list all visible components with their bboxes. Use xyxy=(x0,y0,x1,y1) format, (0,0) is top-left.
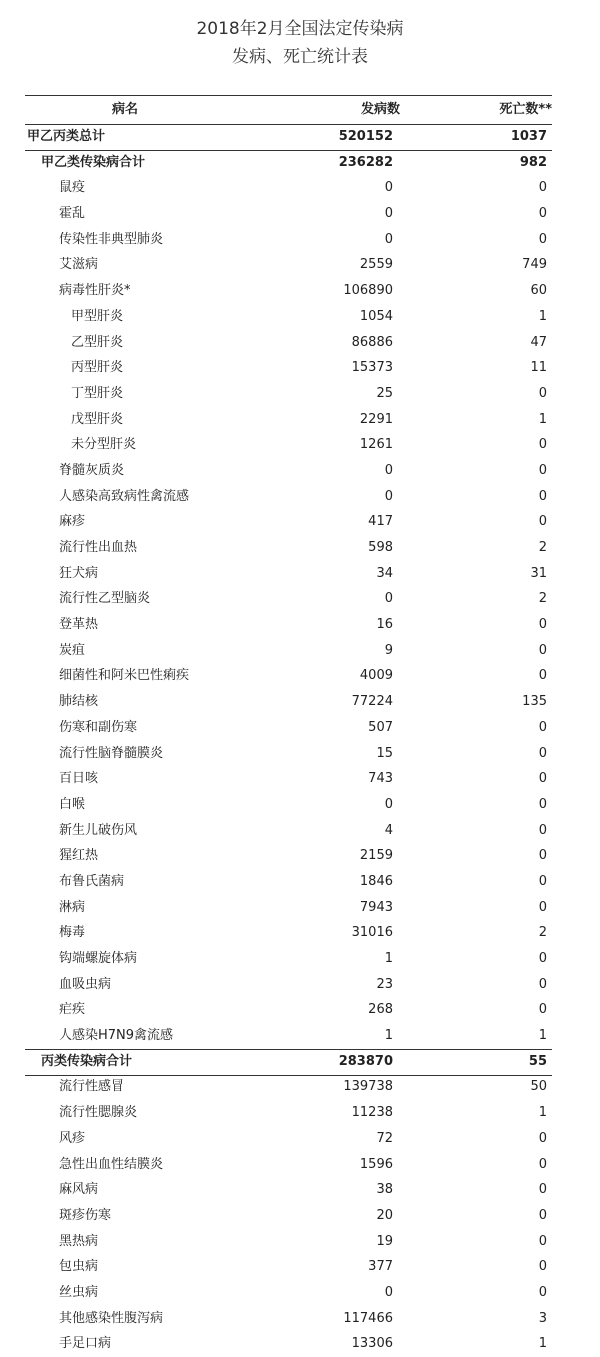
table-row xyxy=(25,458,552,484)
row-disease-name: 甲型肝炎 xyxy=(71,308,124,324)
table-rule xyxy=(25,124,552,125)
row-deaths: 0 xyxy=(538,668,547,684)
row-deaths: 0 xyxy=(538,951,547,966)
row-disease-name: 甲乙类传染病合计 xyxy=(41,154,146,170)
row-cases: 236282 xyxy=(338,154,393,170)
table-row xyxy=(25,1280,552,1306)
row-disease-name: 未分型肝炎 xyxy=(71,437,137,453)
row-disease-name: 风疹 xyxy=(59,1130,86,1146)
table-row xyxy=(25,355,552,381)
row-deaths: 2 xyxy=(538,925,547,941)
row-deaths: 1 xyxy=(538,1336,547,1352)
table-row xyxy=(25,1254,552,1280)
row-deaths: 0 xyxy=(538,206,547,222)
row-cases: 0 xyxy=(384,462,393,478)
row-disease-name: 流行性乙型脑炎 xyxy=(59,591,151,607)
table-header xyxy=(25,96,552,124)
row-deaths: 55 xyxy=(528,1053,547,1069)
table-row xyxy=(25,689,552,715)
row-deaths: 0 xyxy=(538,488,547,504)
row-cases: 38 xyxy=(376,1182,393,1198)
row-deaths: 0 xyxy=(538,437,547,453)
row-deaths: 47 xyxy=(530,334,547,350)
row-disease-name: 疟疾 xyxy=(59,1002,86,1018)
table-row xyxy=(25,663,552,689)
row-deaths: 0 xyxy=(538,873,547,889)
row-deaths: 1 xyxy=(538,1105,547,1121)
row-cases: 72 xyxy=(376,1130,393,1146)
row-deaths: 0 xyxy=(538,385,547,401)
table-row xyxy=(25,869,552,895)
row-deaths: 0 xyxy=(538,1182,547,1198)
table-row xyxy=(25,330,552,356)
table-row xyxy=(25,818,552,844)
row-disease-name: 麻风病 xyxy=(59,1182,99,1198)
row-deaths: 0 xyxy=(538,1259,547,1275)
row-deaths: 0 xyxy=(538,617,547,633)
row-cases: 1596 xyxy=(359,1156,393,1172)
row-deaths: 0 xyxy=(538,771,547,787)
table-row xyxy=(25,766,552,792)
row-deaths: 2 xyxy=(538,591,547,607)
row-deaths: 0 xyxy=(538,1233,547,1249)
row-disease-name: 甲乙丙类总计 xyxy=(27,129,106,144)
row-cases: 0 xyxy=(384,591,393,607)
row-deaths: 3 xyxy=(538,1310,547,1326)
table-body xyxy=(25,124,552,1357)
row-cases: 417 xyxy=(368,514,393,530)
row-cases: 1846 xyxy=(359,873,393,889)
row-cases: 4 xyxy=(384,822,393,838)
table-row xyxy=(25,175,552,201)
row-cases: 13306 xyxy=(351,1336,393,1352)
row-disease-name: 传染性非典型肺炎 xyxy=(59,231,164,247)
row-cases: 0 xyxy=(384,206,393,222)
row-disease-name: 登革热 xyxy=(59,617,99,633)
row-cases: 19 xyxy=(376,1233,393,1249)
table-row xyxy=(25,946,552,972)
table-row xyxy=(25,150,552,176)
row-disease-name: 黑热病 xyxy=(59,1233,99,1249)
row-disease-name: 急性出血性结膜炎 xyxy=(59,1156,164,1172)
disease-statistics-table xyxy=(25,96,552,1357)
row-disease-name: 手足口病 xyxy=(59,1336,112,1352)
table-row xyxy=(25,278,552,304)
row-disease-name: 狂犬病 xyxy=(59,565,99,581)
row-disease-name: 肺结核 xyxy=(59,694,99,710)
table-rule xyxy=(25,150,552,151)
header-name: 病名 xyxy=(111,102,138,117)
table-row xyxy=(25,227,552,253)
table-row xyxy=(25,997,552,1023)
row-deaths: 0 xyxy=(538,514,547,530)
table-row xyxy=(25,792,552,818)
row-deaths: 0 xyxy=(538,848,547,864)
row-cases: 0 xyxy=(384,180,393,196)
table-row xyxy=(25,1074,552,1100)
row-deaths: 0 xyxy=(538,976,547,992)
title-line-1: 2018年2月全国法定传染病 xyxy=(196,19,404,39)
row-deaths: 0 xyxy=(538,745,547,761)
table-row xyxy=(25,1229,552,1255)
table-row xyxy=(25,1126,552,1152)
table-row xyxy=(25,535,552,561)
row-deaths: 0 xyxy=(538,719,547,735)
row-disease-name: 鼠疫 xyxy=(59,180,86,196)
row-disease-name: 流行性脑脊髓膜炎 xyxy=(59,745,164,761)
row-cases: 0 xyxy=(384,1284,393,1300)
row-deaths: 0 xyxy=(538,1002,547,1018)
table-row xyxy=(25,1177,552,1203)
row-cases: 25 xyxy=(376,385,393,401)
row-cases: 377 xyxy=(368,1259,393,1275)
row-cases: 34 xyxy=(376,565,393,581)
row-deaths: 11 xyxy=(530,360,547,376)
table-row xyxy=(25,201,552,227)
table-row xyxy=(25,920,552,946)
row-disease-name: 流行性感冒 xyxy=(59,1079,125,1095)
table-row xyxy=(25,638,552,664)
row-disease-name: 戊型肝炎 xyxy=(71,411,124,427)
row-cases: 86886 xyxy=(351,334,393,350)
row-disease-name: 伤寒和副伤寒 xyxy=(59,719,138,735)
row-disease-name: 艾滋病 xyxy=(59,257,99,273)
row-deaths: 0 xyxy=(538,1156,547,1172)
row-deaths: 1 xyxy=(538,411,547,427)
row-disease-name: 猩红热 xyxy=(59,848,99,864)
table-row xyxy=(25,895,552,921)
row-deaths: 0 xyxy=(538,642,547,658)
row-disease-name: 梅毒 xyxy=(59,925,86,941)
table-row xyxy=(25,612,552,638)
row-deaths: 0 xyxy=(538,1207,547,1223)
row-cases: 15 xyxy=(376,745,393,761)
row-cases: 0 xyxy=(384,231,393,247)
row-cases: 31016 xyxy=(351,925,393,941)
row-cases: 117466 xyxy=(343,1310,393,1326)
row-deaths: 0 xyxy=(538,1284,547,1300)
row-cases: 2159 xyxy=(359,848,393,864)
row-cases: 1 xyxy=(384,951,393,966)
row-cases: 11238 xyxy=(351,1105,393,1121)
row-disease-name: 白喉 xyxy=(59,796,86,812)
table-row xyxy=(25,1306,552,1332)
row-disease-name: 乙型肝炎 xyxy=(71,334,124,350)
table-row xyxy=(25,972,552,998)
row-deaths: 135 xyxy=(522,694,547,710)
row-deaths: 60 xyxy=(530,283,547,299)
row-disease-name: 细菌性和阿米巴性痢疾 xyxy=(59,668,190,684)
table-row xyxy=(25,1203,552,1229)
table-row xyxy=(25,304,552,330)
row-cases: 507 xyxy=(368,719,393,735)
table-row xyxy=(25,741,552,767)
row-deaths: 1 xyxy=(538,1028,547,1044)
row-cases: 1 xyxy=(384,1028,393,1044)
row-cases: 598 xyxy=(368,540,393,555)
row-cases: 16 xyxy=(376,617,393,633)
table-rule xyxy=(25,1049,552,1050)
row-disease-name: 病毒性肝炎* xyxy=(59,283,131,299)
table-row xyxy=(25,1152,552,1178)
row-disease-name: 麻疹 xyxy=(59,514,86,530)
row-disease-name: 斑疹伤寒 xyxy=(59,1207,112,1223)
row-cases: 23 xyxy=(376,976,393,992)
table-row xyxy=(25,509,552,535)
row-cases: 743 xyxy=(368,771,393,787)
row-deaths: 0 xyxy=(538,1130,547,1146)
row-cases: 0 xyxy=(384,488,393,504)
row-disease-name: 丁型肝炎 xyxy=(71,385,124,401)
row-cases: 520152 xyxy=(338,129,393,144)
row-cases: 1054 xyxy=(359,308,393,324)
row-disease-name: 丝虫病 xyxy=(59,1284,99,1300)
row-cases: 2559 xyxy=(359,257,393,273)
row-cases: 283870 xyxy=(338,1053,393,1069)
row-cases: 139738 xyxy=(343,1079,393,1095)
row-deaths: 1037 xyxy=(510,129,547,144)
row-disease-name: 钩端螺旋体病 xyxy=(59,951,138,966)
row-cases: 4009 xyxy=(359,668,393,684)
table-row xyxy=(25,407,552,433)
row-disease-name: 新生儿破伤风 xyxy=(59,822,138,838)
header-cases: 发病数 xyxy=(360,102,400,117)
row-deaths: 2 xyxy=(538,540,547,555)
row-deaths: 31 xyxy=(530,565,547,581)
row-disease-name: 丙型肝炎 xyxy=(71,360,124,376)
row-disease-name: 布鲁氏菌病 xyxy=(59,873,125,889)
row-cases: 7943 xyxy=(359,899,393,915)
row-disease-name: 淋病 xyxy=(59,899,86,915)
row-cases: 20 xyxy=(376,1207,393,1223)
table-row xyxy=(25,1049,552,1075)
row-deaths: 0 xyxy=(538,462,547,478)
row-cases: 106890 xyxy=(343,283,393,299)
row-deaths: 0 xyxy=(538,231,547,247)
row-disease-name: 脊髓灰质炎 xyxy=(59,462,125,478)
row-cases: 2291 xyxy=(359,411,393,427)
table-row xyxy=(25,561,552,587)
header-deaths: 死亡数** xyxy=(499,102,552,117)
row-deaths: 749 xyxy=(522,257,547,273)
table-row xyxy=(25,1100,552,1126)
table-row xyxy=(25,381,552,407)
row-disease-name: 百日咳 xyxy=(59,771,99,787)
row-disease-name: 炭疽 xyxy=(59,642,86,658)
row-deaths: 1 xyxy=(538,308,547,324)
row-cases: 268 xyxy=(368,1002,393,1018)
row-cases: 1261 xyxy=(359,437,393,453)
row-disease-name: 流行性出血热 xyxy=(59,540,138,555)
table-row xyxy=(25,252,552,278)
row-deaths: 0 xyxy=(538,180,547,196)
row-disease-name: 丙类传染病合计 xyxy=(41,1053,133,1069)
row-cases: 77224 xyxy=(351,694,393,710)
table-rule xyxy=(25,1075,552,1076)
row-cases: 15373 xyxy=(351,360,393,376)
row-disease-name: 霍乱 xyxy=(59,206,86,222)
row-cases: 9 xyxy=(384,642,393,658)
row-deaths: 0 xyxy=(538,796,547,812)
table-row xyxy=(25,1023,552,1049)
table-row xyxy=(25,124,552,150)
row-disease-name: 包虫病 xyxy=(59,1259,99,1275)
row-deaths: 0 xyxy=(538,822,547,838)
row-disease-name: 人感染H7N9禽流感 xyxy=(59,1028,174,1044)
table-row xyxy=(25,1331,552,1357)
row-deaths: 982 xyxy=(519,154,547,170)
row-disease-name: 人感染高致病性禽流感 xyxy=(59,488,190,504)
table-row xyxy=(25,432,552,458)
table-row xyxy=(25,484,552,510)
row-disease-name: 血吸虫病 xyxy=(59,976,112,992)
title-line-2: 发病、死亡统计表 xyxy=(232,47,368,67)
row-deaths: 50 xyxy=(530,1079,547,1095)
row-disease-name: 流行性腮腺炎 xyxy=(59,1105,138,1121)
table-row xyxy=(25,843,552,869)
row-cases: 0 xyxy=(384,796,393,812)
table-row xyxy=(25,715,552,741)
table-row xyxy=(25,586,552,612)
row-disease-name: 其他感染性腹泻病 xyxy=(59,1310,164,1326)
row-deaths: 0 xyxy=(538,899,547,915)
